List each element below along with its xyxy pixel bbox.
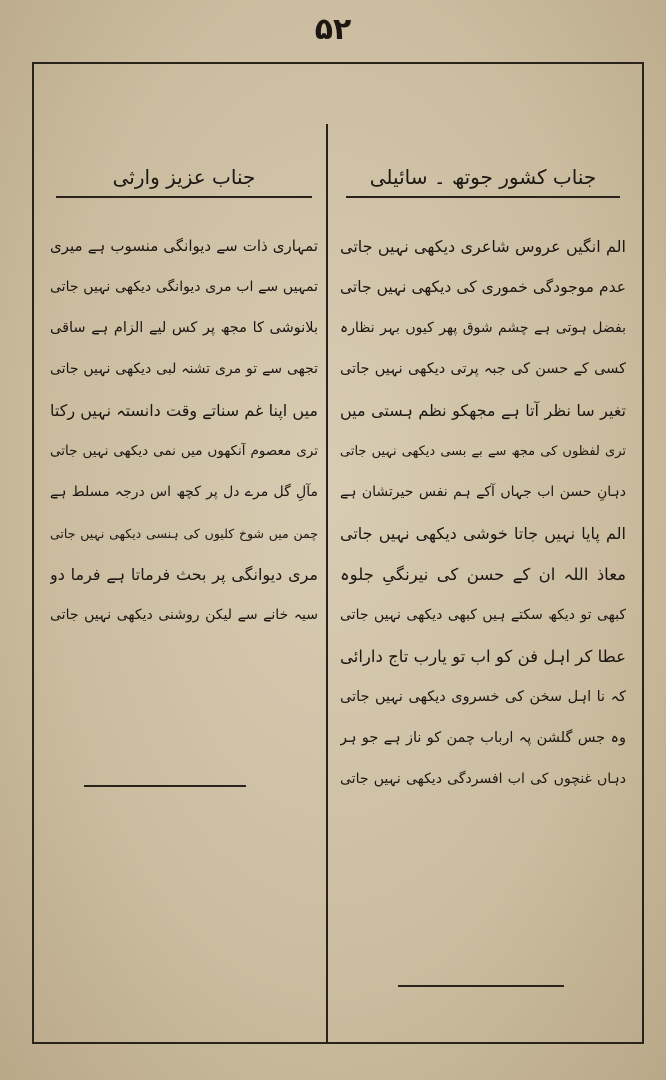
verse-line: معاذ اللہ ان کے حسن کی نیرنگیِ جلوہ [340, 565, 626, 584]
verse-line: بفضل ہوتی ہے چشم شوق پھر کیوں بہر نظارہ [340, 320, 626, 336]
verse-line: مری دیوانگی پر بحث فرماتا ہے فرما دو [50, 565, 318, 584]
left-poet-title: جناب عزیز وارثی [112, 165, 256, 189]
verse-line: دہانِ حسن اب جہاں آکے ہم نفس حیرتشان ہے [340, 484, 626, 500]
verse-line: میں اپنا غم سناتے وقت دانستہ نہیں رکتا [50, 401, 318, 420]
verse-line: تمہاری ذات سے دیوانگی منسوب ہے میری [50, 237, 318, 255]
verse-line: کہ نا اہل سخن کی خسروی دیکھی نہیں جاتی [340, 689, 626, 705]
verse-line: تغیر سا نظر آتا ہے مجھکو نظم ہستی میں [340, 401, 626, 420]
left-verse-list [50, 226, 318, 636]
verse-line: چمن میں شوخ کلیوں کی ہنسی دیکھی نہیں جاتی [50, 526, 318, 541]
verse-line: عدم موجودگی خموری کی دیکھی نہیں جاتی [340, 278, 626, 296]
verse-line: تری معصوم آنکھوں میں نمی دیکھی نہیں جاتی [50, 443, 318, 459]
verse-line: تمہیں سے اب مری دیوانگی دیکھی نہیں جاتی [50, 279, 318, 295]
right-title-underline [346, 196, 620, 198]
verse-line: الم پایا نہیں جاتا خوشی دیکھی نہیں جاتی [340, 524, 626, 543]
left-end-rule [84, 785, 246, 787]
left-poem-column [50, 160, 318, 636]
verse-line: دہاں غنچوں کی اب افسردگی دیکھی نہیں جاتی [340, 771, 626, 787]
verse-line: کسی کے حسن کی جبہ پرتی دیکھی نہیں جاتی [340, 361, 626, 377]
verse-line: عطا کر اہل فن کو اب تو یارب تاج دارائی [340, 647, 626, 666]
page-number: ۵۲ [314, 12, 352, 47]
left-title-underline [56, 196, 312, 198]
verse-line: بلانوشی کا مجھ پر کس لیے الزام ہے ساقی [50, 320, 318, 336]
column-divider [326, 124, 328, 1044]
verse-line: الم انگیں عروس شاعری دیکھی نہیں جاتی [340, 237, 626, 256]
verse-line: تری لفظوں کی مجھ سے بے بسی دیکھی نہیں جاتی [340, 444, 626, 459]
right-poem-column [340, 160, 626, 800]
verse-line: مآلِ گل مرے دل پر کچھ اس درجہ مسلط ہے [50, 484, 318, 500]
verse-line: تجھی سے تو مری تشنہ لبی دیکھی نہیں جاتی [50, 361, 318, 377]
right-verse-list [340, 226, 626, 800]
right-end-rule [398, 985, 564, 987]
verse-line: سیہ خانے سے لیکن روشنی دیکھی نہیں جاتی [50, 607, 318, 623]
verse-line: کبھی تو دیکھ سکتے ہیں کبھی دیکھی نہیں جاتی [340, 607, 626, 623]
verse-line: وہ جس گلشن پہ ارباب چمن کو ناز ہے جو ہر [340, 730, 626, 746]
right-poet-title: جناب کشور جوتھ ۔ سائیلی [369, 165, 597, 189]
